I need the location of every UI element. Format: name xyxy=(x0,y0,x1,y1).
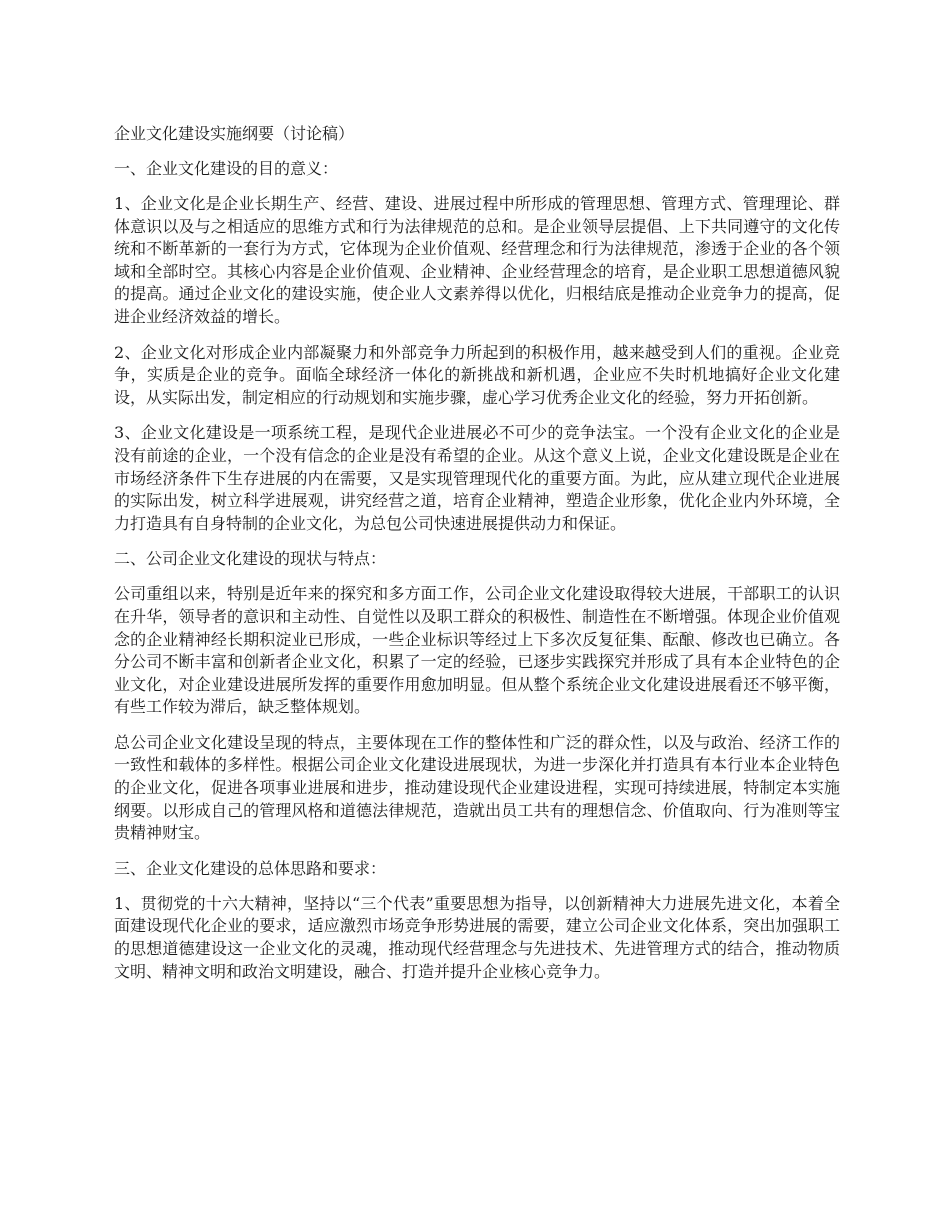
section-1-paragraph-2: 2、企业文化对形成企业内部凝聚力和外部竞争力所起到的积极作用，越来越受到人们的重视。企业竞争，实质是企业的竞争。面临全球经济一体化的新挑战和新机遇，企业应不失时机地搞好企业文化建设，从实际出发，制定相应的行动规划和实施步骤，虚心学习优秀企业文化的经验，努力开拓创新。 xyxy=(114,342,840,407)
section-3-heading: 三、企业文化建设的总体思路和要求： xyxy=(114,858,387,878)
section-1-heading: 一、企业文化建设的目的意义： xyxy=(114,159,339,178)
section-1-paragraph-3: 3、企业文化建设是一项系统工程，是现代企业进展必不可少的竞争法宝。一个没有企业文化的企业是没有前途的企业，一个没有信念的企业是没有希望的企业。从这个意义上说，企业文化建设既是企业在市场经济条件下生存进展的内在需要，又是实现管理现代化的重要方面。为此，应从建立现代企业进展的实际出发，树立科学进展观，讲究经营之道，培育企业精神，塑造企业形象，优化企业内外环境，全力打造具有自身特制的企业文化，为总包公司快速进展提供动力和保证。 xyxy=(114,423,840,533)
document-body xyxy=(114,123,840,996)
section-2-paragraph-1: 公司重组以来，特别是近年来的探究和多方面工作，公司企业文化建设取得较大进展，干部职工的认识在升华，领导者的意识和主动性、自觉性以及职工群众的积极性、制造性在不断增强。体现企业价值观念的企业精神经长期积淀业已形成，一些企业标识等经过上下多次反复征集、酝酿、修改也已确立。各分公司不断丰富和创新者企业文化，积累了一定的经验，已逐步实践探究并形成了具有本企业特色的企业文化，对企业建设进展所发挥的重要作用愈加明显。但从整个系统企业文化建设进展看还不够平衡，有些工作较为滞后，缺乏整体规划。 xyxy=(114,584,840,717)
document-title: 企业文化建设实施纲要（讨论稿） xyxy=(114,124,355,143)
section-2-heading: 二、公司企业文化建设的现状与特点： xyxy=(114,549,387,569)
section-3-paragraph-1: 1、贯彻党的十六大精神，坚持以“三个代表”重要思想为指导，以创新精神大力进展先进文化，本着全面建设现代化企业的要求，适应激烈市场竞争形势进展的需要，建立公司企业文化体系，突出加强职工的思想道德建设这一企业文化的灵魂，推动现代经营理念与先进技术、先进管理方式的结合，推动物质文明、精神文明和政治文明建设，融合、打造并提升企业核心竞争力。 xyxy=(114,893,840,981)
section-1-paragraph-1: 1、企业文化是企业长期生产、经营、建设、进展过程中所形成的管理思想、管理方式、管理理论、群体意识以及与之相适应的思维方式和行为法律规范的总和。是企业领导层提倡、上下共同遵守的文化传统和不断革新的一套行为方式，它体现为企业价值观、经营理念和行为法律规范，渗透于企业的各个领域和全部时空。其核心内容是企业价值观、企业精神、企业经营理念的培育，是企业职工思想道德风貌的提高。通过企业文化的建设实施，使企业人文素养得以优化，归根结底是推动企业竞争力的提高，促进企业经济效益的增长。 xyxy=(114,194,840,326)
section-2-paragraph-2: 总公司企业文化建设呈现的特点，主要体现在工作的整体性和广泛的群众性，以及与政治、经济工作的一致性和载体的多样性。根据公司企业文化建设进展现状，为进一步深化并打造具有本行业本企业特色的企业文化，促进各项事业进展和进步，推动建设现代企业建设进程，实现可持续进展，特制定本实施纲要。以形成自己的管理风格和道德法律规范，造就出员工共有的理想信念、价值取向、行为准则等宝贵精神财宝。 xyxy=(114,732,840,843)
